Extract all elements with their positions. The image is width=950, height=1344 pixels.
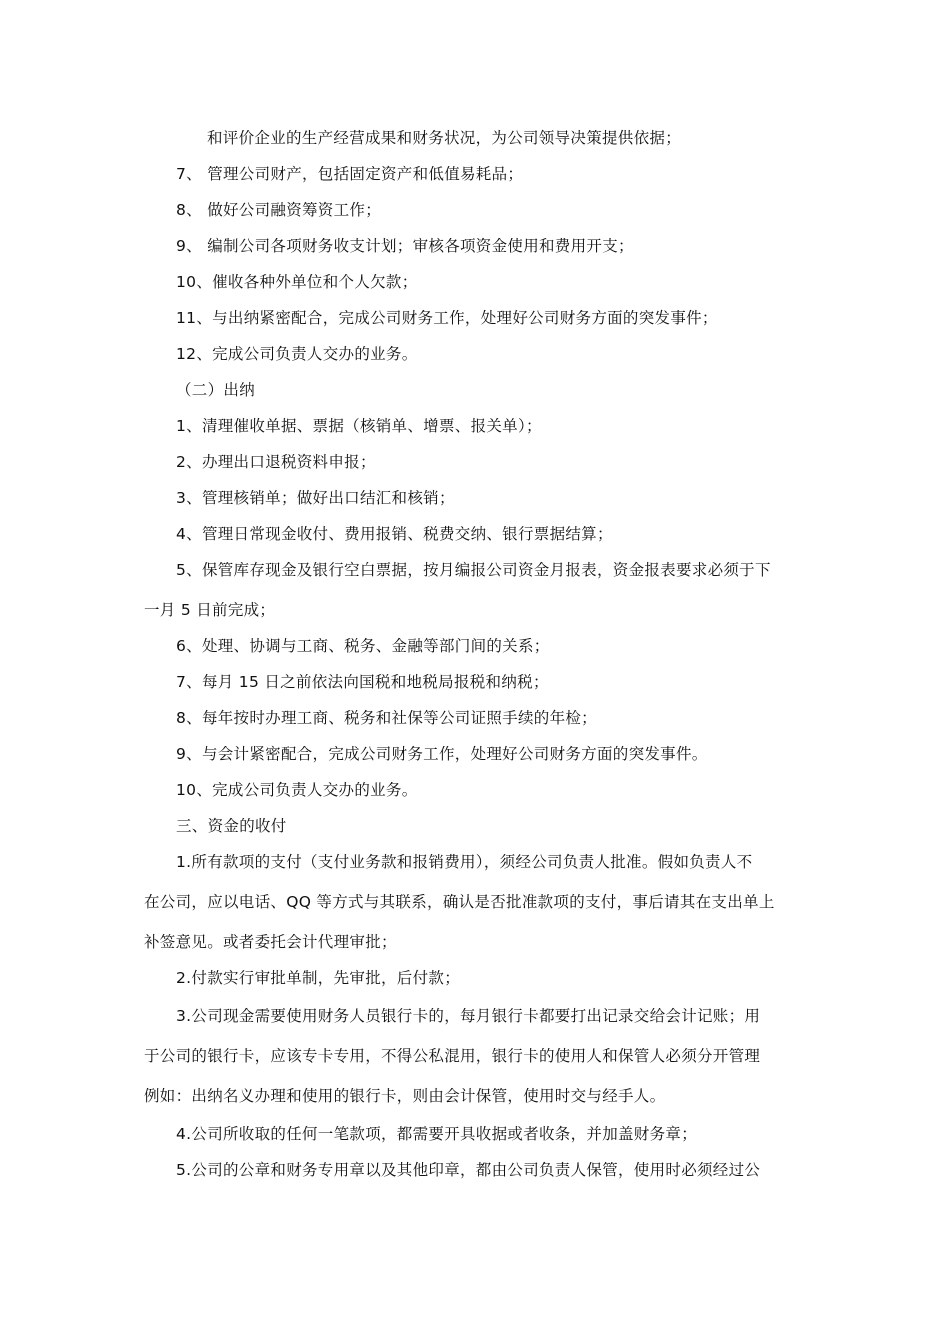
text-line: 8、 做好公司融资筹资工作； [176,201,381,219]
section-heading: 三、资金的收付 [176,817,287,835]
text-line: 在公司，应以电话、QQ 等方式与其联系，确认是否批准款项的支付，事后请其在支出单上 [144,893,775,911]
text-line: 例如：出纳名义办理和使用的银行卡，则由会计保管，使用时交与经手人。 [144,1087,666,1105]
text-line: 9、 编制公司各项财务收支计划；审核各项资金使用和费用开支； [176,237,634,255]
text-line: 一月 5 日前完成； [144,601,276,619]
text-line: 11、与出纳紧密配合，完成公司财务工作，处理好公司财务方面的突发事件； [176,309,718,327]
text-line: 4.公司所收取的任何一笔款项，都需要开具收据或者收条，并加盖财务章； [176,1125,697,1143]
text-line: 10、催收各种外单位和个人欠款； [176,273,418,291]
section-heading: （二）出纳 [176,381,256,399]
text-line: 于公司的银行卡，应该专卡专用，不得公私混用，银行卡的使用人和保管人必须分开管理 [144,1047,761,1065]
text-line: 3.公司现金需要使用财务人员银行卡的，每月银行卡都要打出记录交给会计记账；用 [176,1007,761,1025]
text-line: 补签意见。或者委托会计代理审批； [144,933,397,951]
text-line: 2.付款实行审批单制，先审批，后付款； [176,969,460,987]
text-line: 3、管理核销单；做好出口结汇和核销； [176,489,455,507]
text-line: 8、每年按时办理工商、税务和社保等公司证照手续的年检； [176,709,597,727]
text-line: 2、办理出口退税资料申报； [176,453,376,471]
text-line: 和评价企业的生产经营成果和财务状况，为公司领导决策提供依据； [207,129,682,147]
text-line: 7、 管理公司财产，包括固定资产和低值易耗品； [176,165,524,183]
text-line: 10、完成公司负责人交办的业务。 [176,781,418,799]
text-line: 6、处理、协调与工商、税务、金融等部门间的关系； [176,637,550,655]
text-line: 1、清理催收单据、票据（核销单、增票、报关单）； [176,417,542,435]
text-line: 1.所有款项的支付（支付业务款和报销费用），须经公司负责人批准。假如负责人不 [176,853,753,871]
text-line: 9、与会计紧密配合，完成公司财务工作，处理好公司财务方面的突发事件。 [176,745,708,763]
text-line: 4、管理日常现金收付、费用报销、税费交纳、银行票据结算； [176,525,613,543]
text-line: 5、保管库存现金及银行空白票据，按月编报公司资金月报表，资金报表要求必须于下 [176,561,771,579]
text-line: 5.公司的公章和财务专用章以及其他印章，都由公司负责人保管，使用时必须经过公 [176,1161,761,1179]
text-line: 7、每月 15 日之前依法向国税和地税局报税和纳税； [176,673,549,691]
text-line: 12、完成公司负责人交办的业务。 [176,345,418,363]
